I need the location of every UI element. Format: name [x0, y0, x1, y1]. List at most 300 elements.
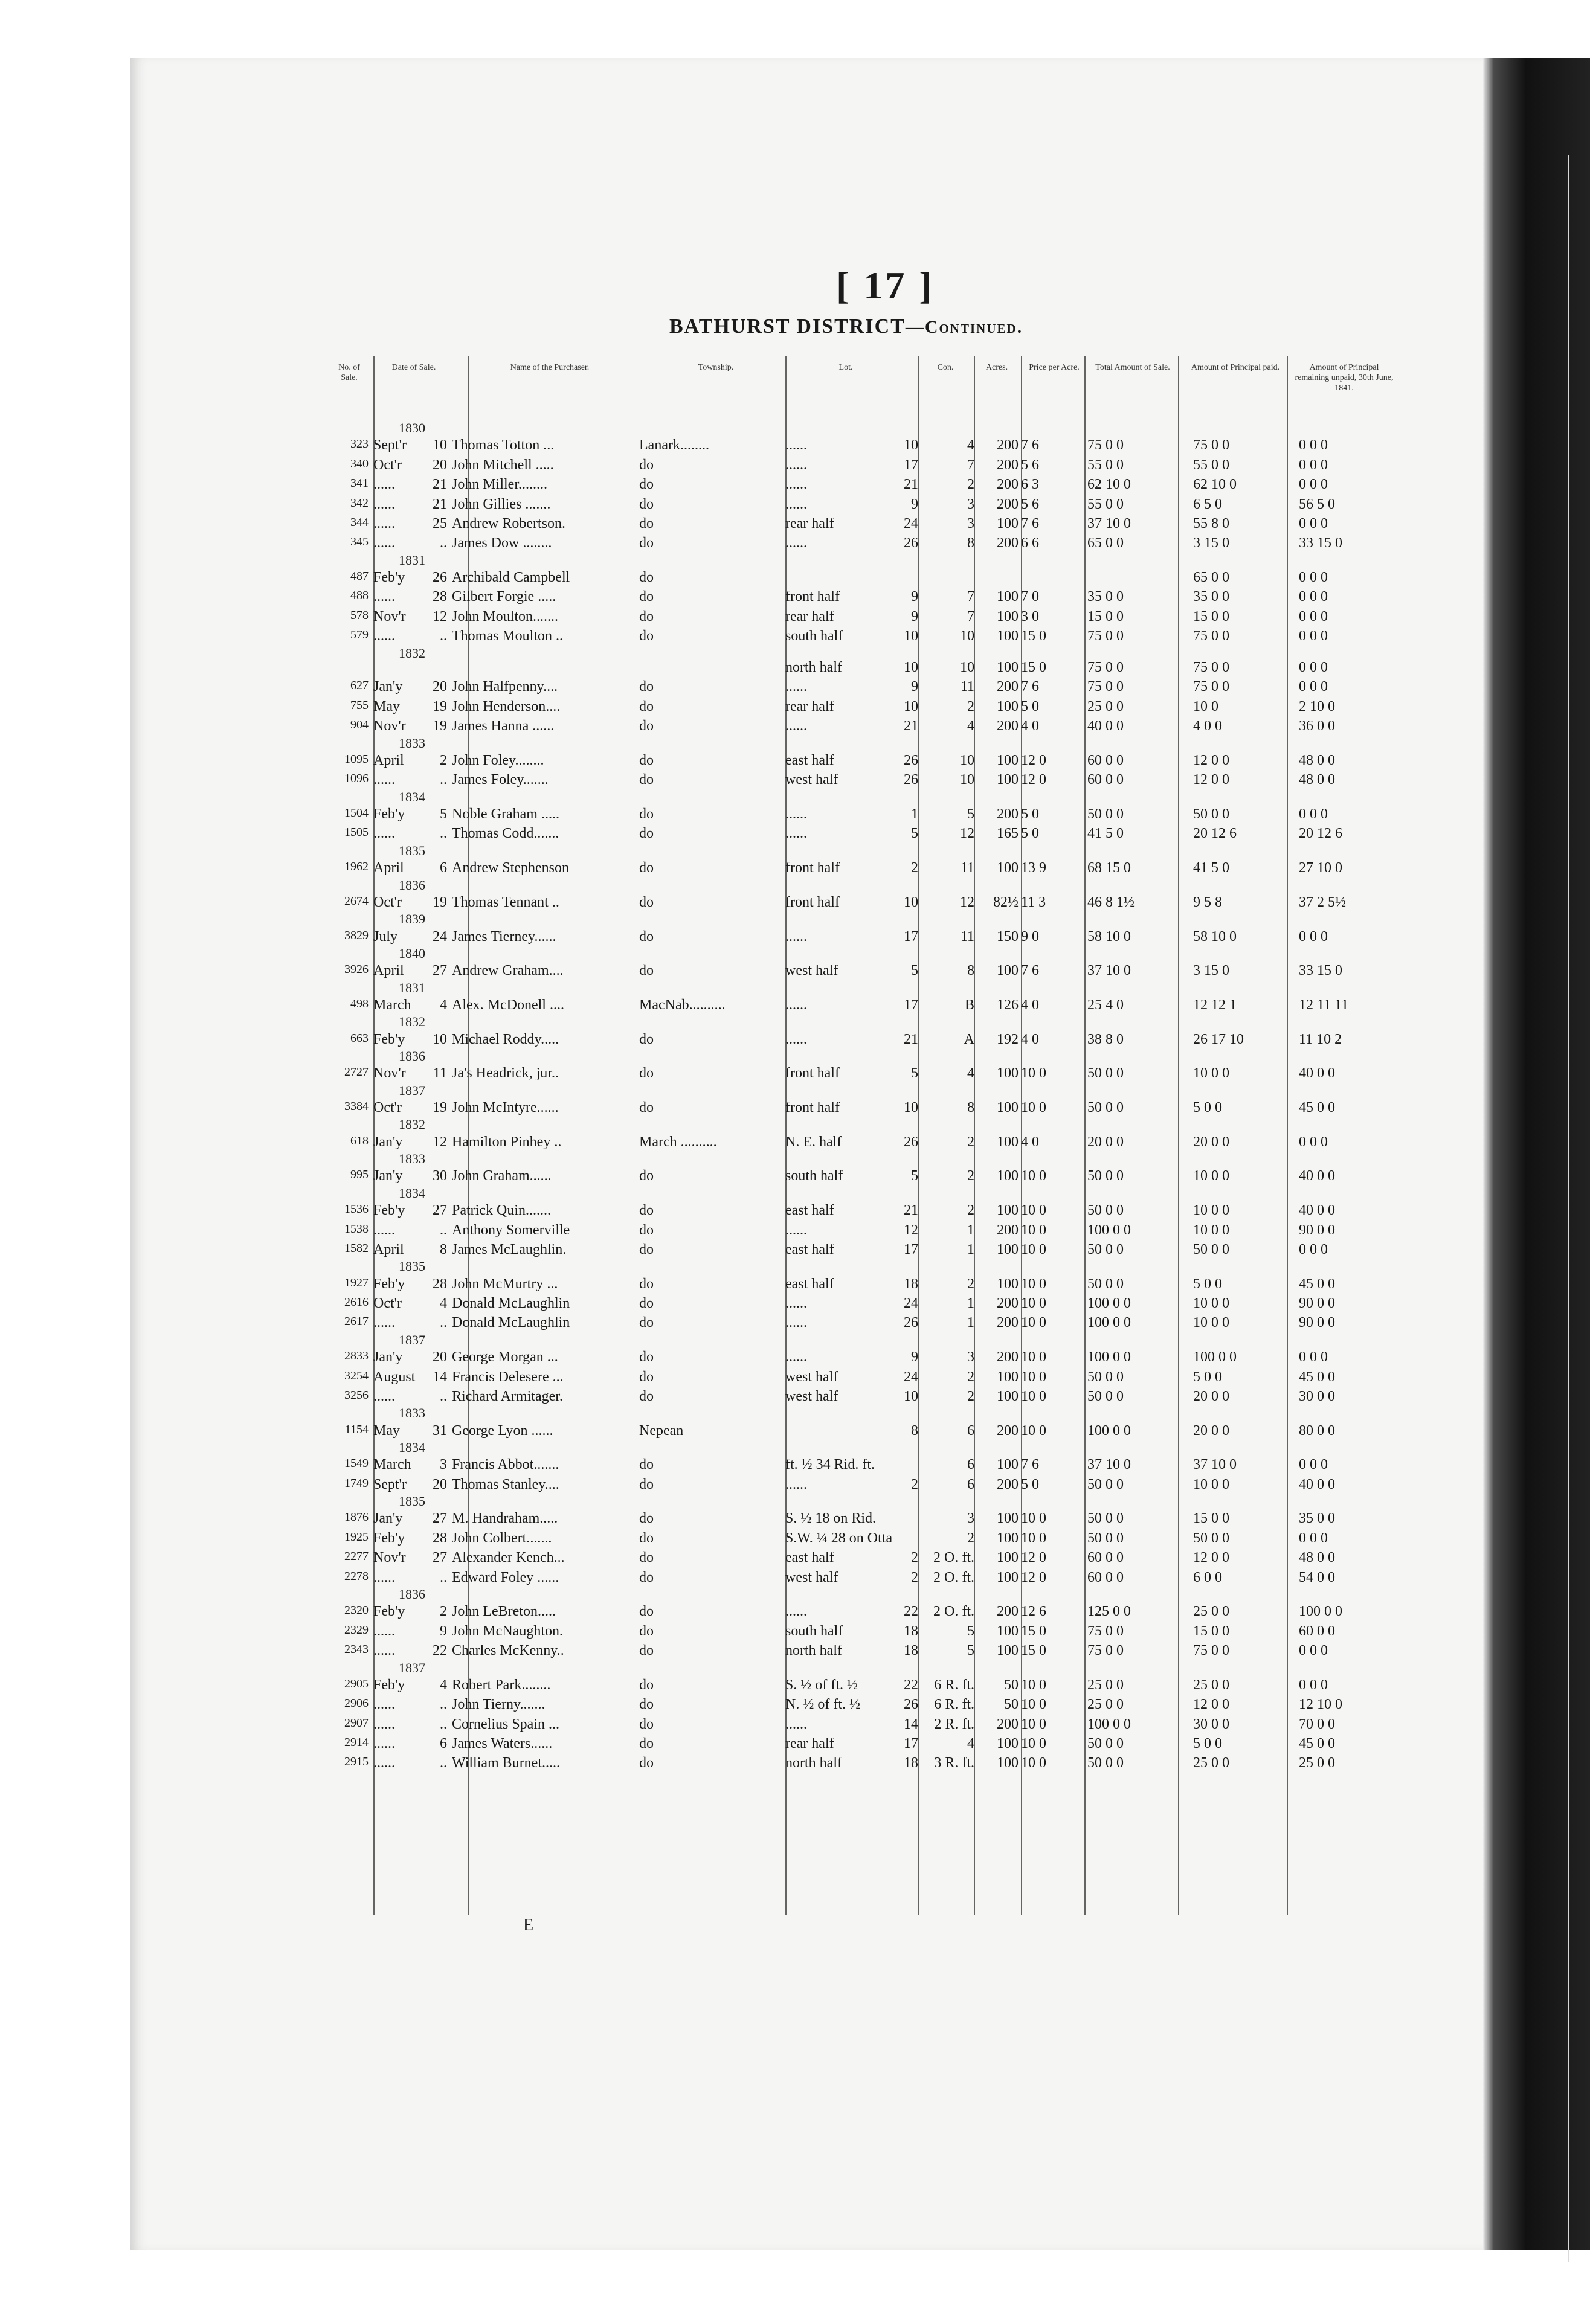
cell-day: 4 [440, 1677, 447, 1693]
cell-total: 75 0 0 [1087, 1643, 1124, 1659]
cell-acres: 100 [997, 1550, 1019, 1566]
cell-unpaid: 0 0 0 [1299, 437, 1328, 454]
cell-no: 755 [350, 698, 369, 712]
cell-acres: 200 [997, 1349, 1019, 1366]
cell-paid: 30 0 0 [1193, 1716, 1229, 1732]
cell-no: 342 [350, 496, 369, 510]
cell-con: 6 R. ft. [934, 1677, 974, 1693]
cell-unpaid: 0 0 0 [1299, 1134, 1328, 1150]
cell-lotn: 14 [904, 1716, 918, 1732]
cell-lot: ...... [785, 1476, 807, 1492]
cell-day: 6 [440, 860, 447, 876]
year-label: 1837 [399, 1660, 425, 1675]
cell-paid: 5 0 0 [1193, 1276, 1222, 1292]
cell-town: do [639, 1065, 654, 1082]
cell-no: 1749 [344, 1476, 369, 1490]
cell-unpaid: 0 0 0 [1299, 806, 1328, 823]
cell-paid: 12 12 1 [1193, 997, 1237, 1013]
cell-total: 35 0 0 [1087, 589, 1124, 605]
cell-date: April [373, 1241, 404, 1257]
cell-name: Charles McKenny.. [452, 1643, 564, 1659]
cell-no: 2617 [344, 1315, 369, 1329]
cell-day: 10 [433, 1031, 447, 1047]
cell-price: 7 6 [1021, 515, 1039, 531]
cell-lotn: 9 [911, 679, 918, 695]
cell-unpaid: 0 0 0 [1299, 477, 1328, 493]
column-rule [1084, 356, 1086, 1915]
cell-acres: 192 [997, 1031, 1019, 1047]
cell-total: 100 0 0 [1087, 1295, 1131, 1312]
col-header-name: Name of the Purchaser. [510, 363, 590, 372]
cell-total: 100 0 0 [1087, 1349, 1131, 1366]
cell-lotn: 18 [904, 1276, 918, 1292]
cell-paid: 10 0 0 [1193, 1202, 1229, 1219]
cell-lotn: 26 [904, 535, 918, 551]
cell-paid: 15 0 0 [1193, 608, 1229, 624]
cell-day: 2 [440, 1603, 447, 1620]
cell-no: 498 [350, 997, 369, 1010]
cell-no: 578 [350, 608, 369, 622]
cell-unpaid: 33 15 0 [1299, 535, 1342, 551]
cell-lotn: 10 [904, 1100, 918, 1116]
cell-paid: 65 0 0 [1193, 570, 1229, 585]
cell-unpaid: 0 0 0 [1299, 928, 1328, 945]
cell-paid: 25 0 0 [1193, 1755, 1229, 1771]
cell-name: Ja's Headrick, jur.. [452, 1065, 559, 1082]
cell-unpaid: 0 0 0 [1299, 515, 1328, 531]
cell-unpaid: 0 0 0 [1299, 1643, 1328, 1659]
cell-day: 2 [440, 752, 447, 768]
cell-unpaid: 0 0 0 [1299, 1457, 1328, 1473]
cell-date: ...... [373, 772, 395, 788]
cell-lotn: 22 [904, 1603, 918, 1620]
cell-date: ...... [373, 1716, 395, 1732]
cell-unpaid: 90 0 0 [1299, 1315, 1335, 1331]
cell-paid: 55 8 0 [1193, 515, 1229, 531]
cell-date: May [373, 698, 400, 714]
cell-acres: 200 [997, 1422, 1019, 1439]
cell-total: 50 0 0 [1087, 1510, 1124, 1527]
cell-date: Feb'y [373, 1677, 405, 1693]
cell-date: ...... [373, 1388, 395, 1404]
cell-acres: 200 [997, 806, 1019, 823]
cell-con: 2 [967, 1530, 974, 1546]
cell-lot: S.W. ¼ 28 on Otta [785, 1530, 893, 1546]
year-label: 1835 [399, 1259, 425, 1274]
year-label: 1833 [399, 1151, 425, 1167]
cell-unpaid: 0 0 0 [1299, 1677, 1328, 1693]
cell-price: 10 0 [1021, 1168, 1046, 1184]
cell-day: 3 [440, 1457, 447, 1473]
cell-con: 4 [967, 1065, 974, 1082]
cell-lotn: 26 [904, 1315, 918, 1331]
cell-day: 19 [433, 894, 447, 910]
cell-unpaid: 0 0 0 [1299, 628, 1328, 644]
cell-town: do [639, 1168, 654, 1184]
cell-lotn: 10 [904, 894, 918, 910]
cell-lot: south half [785, 628, 843, 644]
cell-name: John LeBreton..... [452, 1603, 556, 1620]
cell-acres: 200 [997, 1295, 1019, 1312]
cell-con: 11 [960, 679, 974, 695]
cell-acres: 200 [997, 718, 1019, 734]
cell-price: 10 0 [1021, 1510, 1046, 1527]
cell-day: .. [440, 1315, 447, 1331]
cell-lot: ...... [785, 457, 807, 473]
cell-no: 2905 [344, 1677, 369, 1690]
cell-con: 10 [960, 660, 974, 676]
cell-con: 6 [967, 1457, 974, 1473]
cell-date: ...... [373, 496, 395, 512]
cell-con: 2 [967, 1276, 974, 1292]
cell-lotn: 17 [904, 1736, 918, 1752]
cell-no: 1538 [344, 1222, 369, 1236]
cell-date: Sept'r [373, 437, 407, 454]
cell-lotn: 5 [911, 963, 918, 979]
cell-total: 50 0 0 [1087, 1476, 1124, 1492]
cell-lotn: 21 [904, 1202, 918, 1219]
cell-no: 487 [350, 570, 369, 583]
cell-price: 10 0 [1021, 1315, 1046, 1331]
cell-no: 344 [350, 515, 369, 529]
cell-day: .. [440, 1222, 447, 1238]
cell-no: 618 [350, 1134, 369, 1148]
cell-paid: 75 0 0 [1193, 437, 1229, 454]
cell-con: 8 [967, 535, 974, 551]
cell-town: do [639, 1276, 654, 1292]
cell-total: 60 0 0 [1087, 1550, 1124, 1566]
cell-no: 2278 [344, 1569, 369, 1583]
cell-paid: 20 0 0 [1193, 1388, 1229, 1404]
cell-no: 1927 [344, 1276, 369, 1289]
year-label: 1833 [399, 735, 425, 751]
cell-town: do [639, 1603, 654, 1620]
cell-town: do [639, 752, 654, 768]
cell-con: 2 O. ft. [933, 1603, 974, 1620]
cell-con: 10 [960, 628, 974, 644]
cell-town: do [639, 1643, 654, 1659]
cell-date: April [373, 860, 404, 876]
cell-date: ...... [373, 515, 395, 531]
cell-town: do [639, 628, 654, 644]
cell-lot: ...... [785, 496, 807, 512]
cell-price: 10 0 [1021, 1222, 1046, 1238]
cell-paid: 5 0 0 [1193, 1736, 1222, 1752]
cell-lotn: 9 [911, 608, 918, 624]
cell-no: 1925 [344, 1530, 369, 1544]
cell-price: 10 0 [1021, 1349, 1046, 1366]
year-label: 1831 [399, 552, 425, 568]
cell-total: 50 0 0 [1087, 1276, 1124, 1292]
cell-acres: 100 [997, 1369, 1019, 1385]
cell-lotn: 10 [904, 628, 918, 644]
cell-town: do [639, 1696, 654, 1713]
cell-town: do [639, 1369, 654, 1385]
cell-con: 4 [967, 1736, 974, 1752]
cell-unpaid: 27 10 0 [1299, 860, 1342, 876]
cell-paid: 20 0 0 [1193, 1422, 1229, 1439]
cell-unpaid: 36 0 0 [1299, 718, 1335, 734]
cell-unpaid: 25 0 0 [1299, 1755, 1335, 1771]
cell-total: 75 0 0 [1087, 1623, 1124, 1639]
cell-day: 19 [433, 718, 447, 734]
cell-unpaid: 2 10 0 [1299, 698, 1335, 714]
cell-lot: ...... [785, 1295, 807, 1312]
cell-town: MacNab.......... [639, 997, 726, 1013]
cell-date: Jan'y [373, 679, 403, 695]
cell-lotn: 21 [904, 1031, 918, 1047]
cell-total: 37 10 0 [1087, 1457, 1131, 1473]
cell-price: 10 0 [1021, 1202, 1046, 1219]
cell-town: do [639, 1476, 654, 1492]
cell-date: ...... [373, 535, 395, 551]
cell-name: Archibald Campbell [452, 570, 570, 585]
cell-town: do [639, 1736, 654, 1752]
cell-total: 50 0 0 [1087, 1755, 1124, 1771]
cell-unpaid: 12 11 11 [1299, 997, 1349, 1013]
cell-town: do [639, 1457, 654, 1473]
cell-no: 2907 [344, 1716, 369, 1730]
cell-paid: 10 0 0 [1193, 1476, 1229, 1492]
cell-lot: rear half [785, 515, 834, 531]
cell-town: do [639, 894, 654, 910]
cell-town: do [639, 1510, 654, 1527]
cell-price: 10 0 [1021, 1100, 1046, 1116]
cell-lotn: 22 [904, 1677, 918, 1693]
cell-lotn: 5 [911, 1168, 918, 1184]
cell-name: Michael Roddy..... [452, 1031, 559, 1047]
cell-total: 100 0 0 [1087, 1222, 1131, 1238]
cell-lot: ...... [785, 997, 807, 1013]
cell-day: 26 [433, 570, 447, 585]
cell-paid: 26 17 10 [1193, 1031, 1244, 1047]
cell-paid: 25 0 0 [1193, 1677, 1229, 1693]
cell-town: do [639, 608, 654, 624]
cell-acres: 200 [997, 679, 1019, 695]
cell-date: ...... [373, 1643, 395, 1659]
cell-price: 4 0 [1021, 997, 1039, 1013]
cell-acres: 100 [997, 1457, 1019, 1473]
cell-con: 6 [967, 1476, 974, 1492]
cell-total: 125 0 0 [1087, 1603, 1131, 1620]
cell-town: do [639, 1315, 654, 1331]
cell-lotn: 17 [904, 928, 918, 945]
cell-lot: front half [785, 894, 840, 910]
cell-name: Andrew Robertson. [452, 515, 565, 531]
cell-no: 488 [350, 589, 369, 603]
cell-no: 1096 [344, 772, 369, 786]
cell-date: August [373, 1369, 416, 1385]
cell-unpaid: 70 0 0 [1299, 1716, 1335, 1732]
cell-price: 10 0 [1021, 1696, 1046, 1713]
cell-no: 2320 [344, 1603, 369, 1617]
year-label: 1837 [399, 1082, 425, 1098]
cell-date: Nov'r [373, 1065, 406, 1082]
cell-price: 10 0 [1021, 1388, 1046, 1404]
cell-lot: ...... [785, 1031, 807, 1047]
cell-total: 75 0 0 [1087, 628, 1124, 644]
cell-con: 11 [960, 860, 974, 876]
cell-con: 3 [967, 496, 974, 512]
cell-con: 10 [960, 772, 974, 788]
cell-paid: 75 0 0 [1193, 1643, 1229, 1659]
cell-day: 12 [433, 1134, 447, 1150]
cell-date: Feb'y [373, 806, 405, 823]
cell-day: 27 [433, 963, 447, 979]
cell-paid: 10 0 0 [1193, 1065, 1229, 1082]
cell-no: 904 [350, 718, 369, 732]
cell-town: do [639, 1677, 654, 1693]
cell-unpaid: 60 0 0 [1299, 1623, 1335, 1639]
year-label: 1831 [399, 980, 425, 995]
cell-con: 12 [960, 894, 974, 910]
cell-town: do [639, 718, 654, 734]
cell-day: 4 [440, 1295, 447, 1312]
cell-lot: rear half [785, 608, 834, 624]
cell-lotn: 26 [904, 1696, 918, 1713]
cell-town: Lanark........ [639, 437, 709, 454]
cell-price: 7 6 [1021, 437, 1039, 454]
cell-lotn: 21 [904, 477, 918, 493]
cell-unpaid: 33 15 0 [1299, 963, 1342, 979]
cell-lotn: 1 [911, 806, 918, 823]
cell-price: 10 0 [1021, 1369, 1046, 1385]
cell-paid: 37 10 0 [1193, 1457, 1237, 1473]
cell-lot: ...... [785, 826, 807, 842]
cell-town: do [639, 1623, 654, 1639]
cell-price: 10 0 [1021, 1677, 1046, 1693]
cell-price: 15 0 [1021, 628, 1046, 644]
cell-no: 627 [350, 679, 369, 693]
year-label: 1834 [399, 789, 425, 804]
cell-price: 3 0 [1021, 608, 1039, 624]
cell-lot: west half [785, 1369, 838, 1385]
cell-name: Donald McLaughlin [452, 1295, 570, 1312]
col-header-township: Township. [698, 363, 734, 372]
cell-name: Thomas Totton ... [452, 437, 555, 454]
cell-acres: 100 [997, 589, 1019, 605]
cell-lot: ...... [785, 437, 807, 454]
cell-paid: 10 0 0 [1193, 1168, 1229, 1184]
cell-paid: 15 0 0 [1193, 1510, 1229, 1527]
cell-paid: 5 0 0 [1193, 1100, 1222, 1116]
cell-total: 25 0 0 [1087, 1696, 1124, 1713]
cell-lotn: 18 [904, 1643, 918, 1659]
cell-lot: ft. ½ 34 Rid. ft. [785, 1457, 875, 1473]
cell-name: George Lyon ...... [452, 1422, 553, 1439]
cell-town: do [639, 1222, 654, 1238]
cell-con: 7 [967, 608, 974, 624]
col-header-date: Date of Sale. [391, 363, 436, 372]
cell-name: Alex. McDonell .... [452, 997, 564, 1013]
cell-date: Jan'y [373, 1510, 403, 1527]
cell-lotn: 18 [904, 1623, 918, 1639]
cell-date: Nov'r [373, 718, 406, 734]
cell-paid: 4 0 0 [1193, 718, 1222, 734]
cell-paid: 50 0 0 [1193, 1530, 1229, 1546]
cell-paid: 3 15 0 [1193, 963, 1229, 979]
cell-unpaid: 11 10 2 [1299, 1031, 1342, 1047]
cell-con: 4 [967, 437, 974, 454]
cell-acres: 100 [997, 1202, 1019, 1219]
cell-unpaid: 90 0 0 [1299, 1222, 1335, 1238]
cell-no: 2915 [344, 1755, 369, 1769]
cell-lot: rear half [785, 698, 834, 714]
cell-paid: 12 0 0 [1193, 1696, 1229, 1713]
cell-day: 21 [433, 477, 447, 493]
cell-total: 40 0 0 [1087, 718, 1124, 734]
cell-acres: 100 [997, 1623, 1019, 1639]
column-rule [918, 356, 919, 1915]
cell-unpaid: 0 0 0 [1299, 1530, 1328, 1546]
cell-name: John Graham...... [452, 1168, 552, 1184]
cell-date: ...... [373, 477, 395, 493]
cell-lot: ...... [785, 679, 807, 695]
cell-total: 20 0 0 [1087, 1134, 1124, 1150]
cell-day: 14 [433, 1369, 447, 1385]
cell-lot: front half [785, 1065, 840, 1082]
cell-con: 3 [967, 515, 974, 531]
cell-unpaid: 80 0 0 [1299, 1422, 1335, 1439]
cell-lot: north half [785, 1755, 842, 1771]
cell-con: 6 [967, 1422, 974, 1439]
cell-lot: north half [785, 1643, 842, 1659]
cell-con: A [964, 1031, 974, 1047]
cell-lotn: 2 [911, 860, 918, 876]
cell-con: 10 [960, 752, 974, 768]
cell-date: ...... [373, 1755, 395, 1771]
cell-acres: 150 [997, 928, 1019, 945]
cell-town: do [639, 860, 654, 876]
cell-name: George Morgan ... [452, 1349, 558, 1366]
cell-town: do [639, 570, 654, 585]
cell-lotn: 2 [911, 1550, 918, 1566]
cell-no: 1536 [344, 1202, 369, 1216]
cell-lot: N. E. half [785, 1134, 842, 1150]
cell-price: 12 0 [1021, 1569, 1046, 1585]
cell-day: 10 [433, 437, 447, 454]
cell-name: Alexander Kench... [452, 1550, 565, 1566]
cell-price: 15 0 [1021, 660, 1046, 676]
cell-no: 345 [350, 535, 369, 549]
cell-unpaid: 0 0 0 [1299, 1349, 1328, 1366]
cell-name: Cornelius Spain ... [452, 1716, 559, 1732]
cell-day: 9 [440, 1623, 447, 1639]
cell-con: 3 R. ft. [934, 1755, 974, 1771]
cell-price: 10 0 [1021, 1755, 1046, 1771]
cell-name: Andrew Stephenson [452, 860, 569, 876]
cell-name: James Hanna ...... [452, 718, 555, 734]
cell-lot: east half [785, 1241, 834, 1257]
cell-date: Nov'r [373, 608, 406, 624]
cell-town: do [639, 1388, 654, 1404]
cell-name: William Burnet..... [452, 1755, 561, 1771]
signature-mark: E [523, 1916, 534, 1934]
cell-total: 25 0 0 [1087, 698, 1124, 714]
cell-paid: 75 0 0 [1193, 679, 1229, 695]
cell-unpaid: 37 2 5½ [1299, 894, 1346, 910]
cell-paid: 75 0 0 [1193, 628, 1229, 644]
cell-unpaid: 40 0 0 [1299, 1168, 1335, 1184]
cell-total: 50 0 0 [1087, 1369, 1124, 1385]
cell-total: 50 0 0 [1087, 1530, 1124, 1546]
cell-town: do [639, 457, 654, 473]
cell-con: 7 [967, 457, 974, 473]
cell-acres: 50 [1004, 1696, 1019, 1713]
cell-day: .. [440, 535, 447, 551]
cell-acres: 200 [997, 1603, 1019, 1620]
cell-con: 5 [967, 806, 974, 823]
